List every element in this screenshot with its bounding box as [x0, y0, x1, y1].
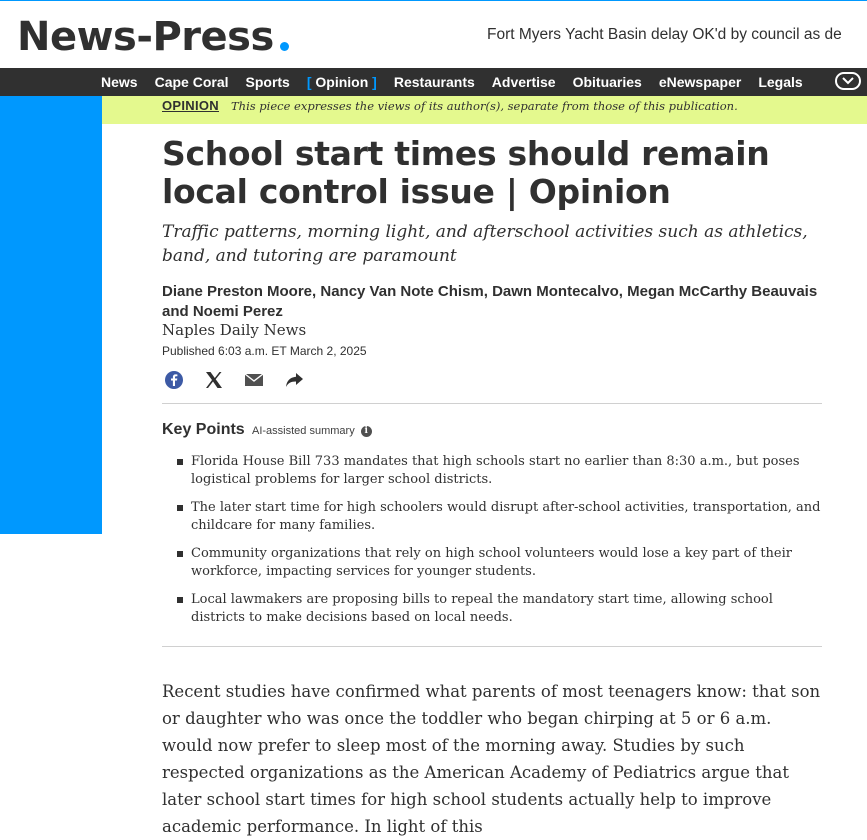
article-authors: Diane Preston Moore, Nancy Van Note Chism, Dawn Montecalvo, Megan McCarthy Beauvais and Noemi Perez	[162, 283, 818, 320]
article-subtitle: Traffic patterns, morning light, and afterschool activities such as athletics, band, and tutoring are paramount	[162, 222, 808, 266]
x-icon[interactable]	[202, 368, 226, 392]
site-logo[interactable]: News-Press	[17, 14, 274, 60]
nav-item-sports[interactable]: Sports	[245, 74, 290, 90]
brand-color-block	[0, 96, 102, 534]
key-point-item: Local lawmakers are proposing bills to repeal the mandatory start time, allowing school districts to make decisions based on local needs.	[177, 591, 827, 627]
nav-item-cape-coral[interactable]: Cape Coral	[154, 74, 229, 90]
headline-ticker[interactable]: Fort Myers Yacht Basin delay OK'd by council as de	[487, 26, 842, 43]
article-source: Naples Daily News	[162, 321, 307, 339]
nav-item-obituaries[interactable]: Obituaries	[572, 74, 642, 90]
key-point-item: The later start time for high schoolers would disrupt after-school activities, transportation, and childcare for many families.	[177, 499, 827, 535]
logo-dot	[280, 42, 289, 51]
opinion-label[interactable]: OPINION	[162, 98, 219, 113]
opinion-banner	[102, 96, 867, 124]
nav-item-opinion[interactable]: [ Opinion ]	[307, 74, 377, 90]
main-navigation	[0, 68, 867, 96]
facebook-icon[interactable]	[162, 368, 186, 392]
nav-item-advertise[interactable]: Advertise	[491, 74, 556, 90]
article-body-paragraph: Recent studies have confirmed what parents of most teenagers know: that son or daughter who was once the toddler who began chirping at 5 or 6 a.m. would now prefer to sleep most of the morning away. Studies by such respected organizations as the American Academy of Pediatrics argue that later school start times for high school students actually help to improve academic performance. In light of this	[162, 682, 821, 836]
key-point-item: Community organizations that rely on high school volunteers would lose a key part of their workforce, impacting services for younger students.	[177, 545, 827, 581]
divider	[162, 646, 822, 647]
key-point-item: Florida House Bill 733 mandates that high schools start no earlier than 8:30 a.m., but poses logistical problems for larger school districts.	[177, 453, 827, 489]
info-icon[interactable]: i	[361, 426, 372, 437]
email-icon[interactable]	[242, 368, 266, 392]
nav-items	[101, 68, 820, 96]
opinion-disclaimer: This piece expresses the views of its author(s), separate from those of this publication.	[231, 99, 738, 113]
key-points-list	[177, 453, 827, 637]
chevron-down-icon[interactable]	[835, 72, 861, 90]
divider	[162, 403, 822, 404]
share-toolbar	[162, 368, 322, 392]
nav-item-enewspaper[interactable]: eNewspaper	[658, 74, 742, 90]
key-points-title: Key Points	[162, 421, 245, 438]
nav-item-legals[interactable]: Legals	[758, 74, 803, 90]
nav-item-restaurants[interactable]: Restaurants	[393, 74, 475, 90]
ai-summary-text: AI-assisted summary	[252, 425, 355, 437]
nav-item-news[interactable]: News	[101, 74, 138, 90]
article-title: School start times should remain local control issue | Opinion	[162, 134, 770, 211]
publish-date: Published 6:03 a.m. ET March 2, 2025	[162, 344, 367, 358]
ai-summary-label	[252, 425, 372, 437]
masthead	[0, 1, 867, 68]
share-arrow-icon[interactable]	[282, 368, 306, 392]
